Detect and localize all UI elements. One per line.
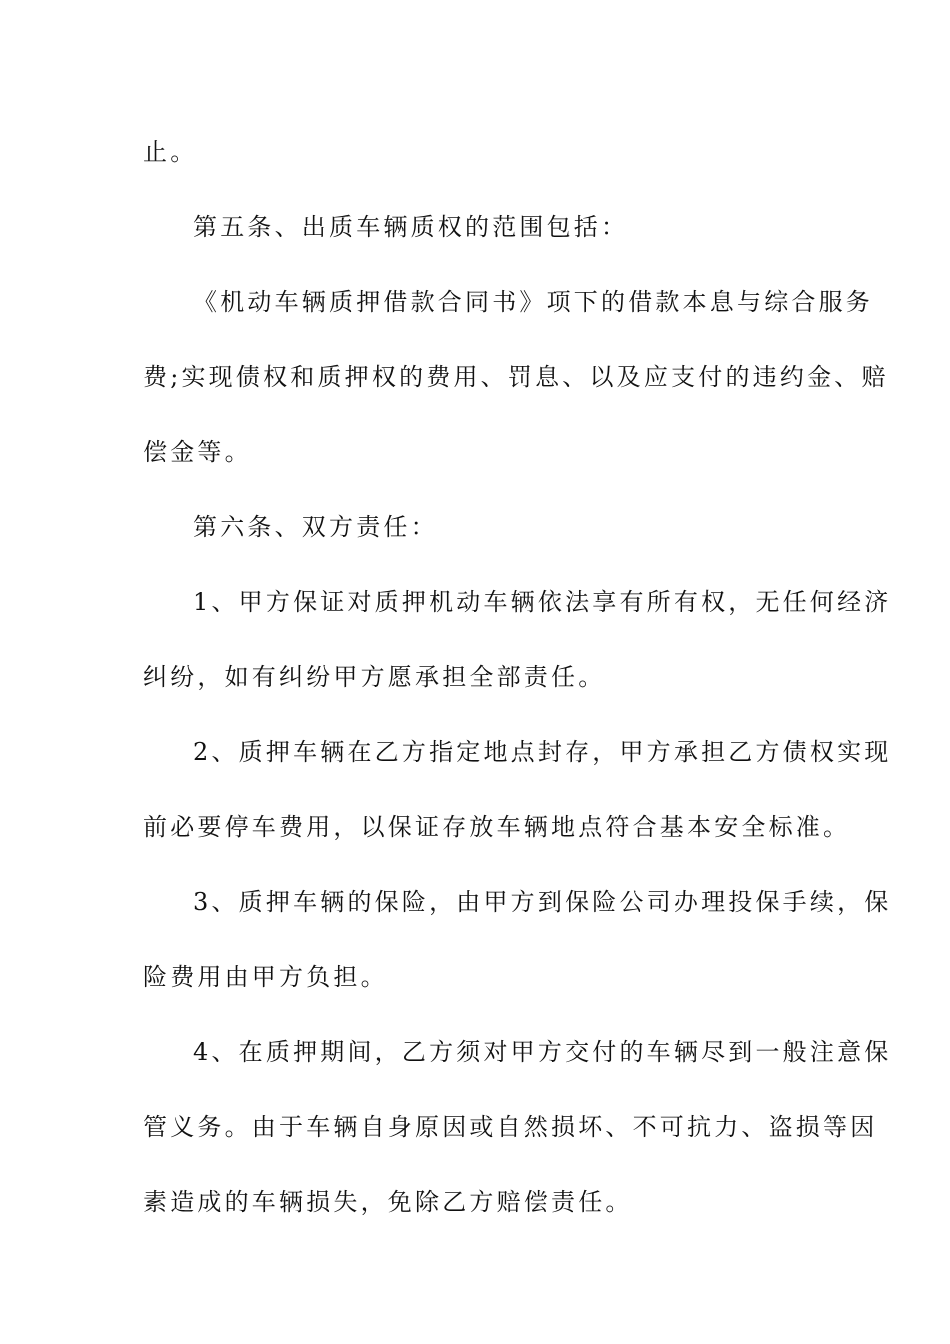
text-line: 止。: [143, 138, 198, 166]
clause-4-line: 4、在质押期间，乙方须对甲方交付的车辆尽到一般注意保: [193, 1038, 892, 1066]
text-line: 费;实现债权和质押权的费用、罚息、以及应支付的违约金、赔: [143, 363, 889, 391]
clause-4-line: 素造成的车辆损失，免除乙方赔偿责任。: [143, 1188, 633, 1216]
clause-4-line: 管义务。由于车辆自身原因或自然损坏、不可抗力、盗损等因: [143, 1113, 878, 1141]
clause-2-line: 2、质押车辆在乙方指定地点封存，甲方承担乙方债权实现: [193, 738, 892, 766]
article-6-heading: 第六条、双方责任：: [193, 513, 438, 541]
text-line: 《机动车辆质押借款合同书》项下的借款本息与综合服务: [193, 288, 873, 316]
article-5-heading: 第五条、出质车辆质权的范围包括：: [193, 213, 629, 241]
text-line: 偿金等。: [143, 438, 252, 466]
clause-2-line: 前必要停车费用，以保证存放车辆地点符合基本安全标准。: [143, 813, 851, 841]
clause-3-line: 险费用由甲方负担。: [143, 963, 388, 991]
clause-3-line: 3、质押车辆的保险，由甲方到保险公司办理投保手续，保: [193, 888, 892, 916]
clause-1-line: 纠纷，如有纠纷甲方愿承担全部责任。: [143, 663, 606, 691]
clause-1-line: 1、甲方保证对质押机动车辆依法享有所有权，无任何经济: [193, 588, 892, 616]
